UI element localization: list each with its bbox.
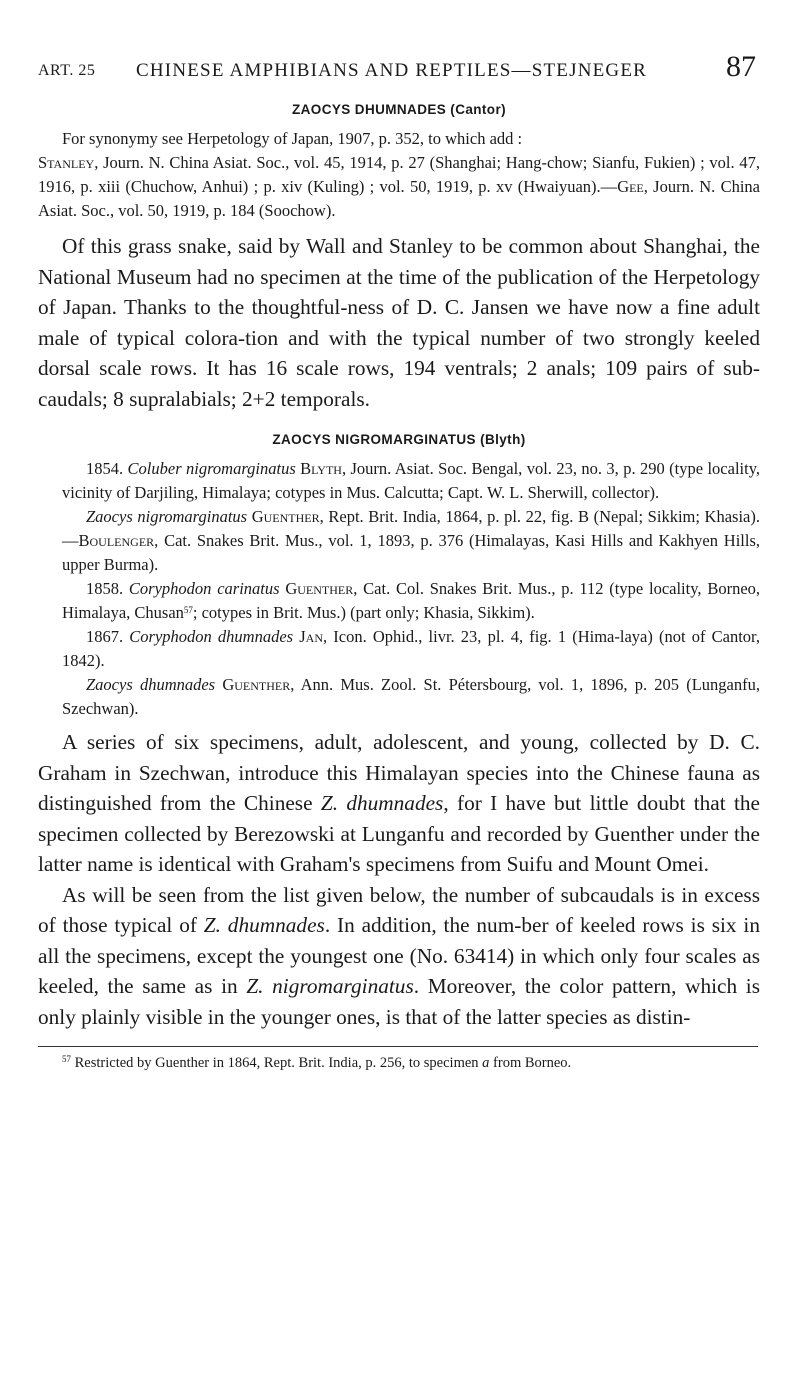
synonym-taxon: Coluber nigromarginatus	[127, 459, 296, 478]
footnote-specimen: a	[482, 1055, 490, 1071]
synonym-ref: , Journ. Asiat. Soc. Bengal, vol. 23, no. 3, p. 290 (type locality, vicinity of Darjiling, Himalaya; cotypes in Mus. Calcutta; Capt. W. L. Sherwill, collector).	[62, 459, 761, 502]
synonym-taxon: Coryphodon carinatus	[128, 579, 280, 598]
text-run: , for I have but little doubt that the specimen collected by Berezowski at Lunganfu and recorded by Guenther under the latter name is identical with Graham's specimens from Suifu and Mount Omei.	[38, 791, 760, 876]
synonym-author: Guenther	[285, 579, 354, 598]
synonym-year: 1858.	[86, 579, 124, 598]
synonymy-block-dhumnades	[38, 127, 760, 223]
synonym-ref: , Cat. Col. Snakes Brit. Mus., p. 112 (type locality, Borneo, Himalaya, Chusan	[62, 579, 761, 622]
footnote-rule	[38, 1046, 758, 1047]
footnote-marker[interactable]: 57	[183, 605, 193, 615]
author-stanley: Stanley	[38, 153, 95, 172]
body-paragraph: Of this grass snake, said by Wall and Stanley to be common about Shanghai, the National Museum had no specimen at the time of the publication of the Herpetology of Japan. Thanks to the thoughtful-ness of D. C. Jansen we have now a fine adult male of typical colora-tion and with the typical number of two strongly keeled dorsal scale rows. It has 16 scale rows, 194 ventrals; 2 anals; 109 pairs of sub-caudals; 8 supralabials; 2+2 temporals.	[38, 234, 760, 411]
footnote-mark: 57	[62, 1054, 71, 1064]
text-run: A series of six specimens, adult, adolescent, and young, collected by D. C. Graham in Szechwan, introduce this Himalayan species into the Chinese fauna as distinguished from the Chinese	[38, 730, 760, 815]
synonym-taxon: Zaocys dhumnades	[86, 675, 216, 694]
synonym-year: 1867.	[86, 627, 124, 646]
synonym-entry-1854	[38, 457, 760, 505]
text-run: As will be seen from the list given below, the number of subcaudals is in excess of those typical of	[38, 882, 760, 937]
species-heading-nigromarginatus: ZAOCYS NIGROMARGINATUS (Blyth)	[272, 432, 526, 447]
taxon-name: Z. dhumnades	[203, 913, 325, 937]
synonym-author: Guenther	[251, 507, 320, 526]
ref-stanley: , Journ. N. China Asiat. Soc., vol. 45, 1914, p. 27 (Shanghai; Hang-chow; Sianfu, Fukien) ; vol. 47, 1916, p. xiii (Chuchow, Anhui) ; p. xiv (Kuling) ; vol. 50, 1919, p. xv (Hwaiyuan).—	[38, 153, 760, 196]
text-run: . In addition, the num-ber of keeled rows is six in all the specimens, except the youngest one (No. 63414) in which only four scales as keeled, the same as in	[38, 913, 760, 998]
page	[38, 50, 761, 1073]
synonym-entry-guenther-1864	[38, 505, 760, 577]
body-paragraph-1	[38, 727, 760, 880]
synonym-entry-guenther-1896	[38, 673, 760, 721]
synonym-taxon: Coryphodon dhumnades	[129, 627, 294, 646]
synonym-author: Boulenger	[78, 531, 155, 550]
synonym-year: 1854.	[86, 459, 124, 478]
synonym-ref: , Icon. Ophid., livr. 23, pl. 4, fig. 1 (Hima-laya) (not of Cantor, 1842).	[62, 627, 760, 670]
synonym-author: Guenther	[222, 675, 291, 694]
synonym-author: Blyth	[300, 459, 342, 478]
taxon-name: Z. dhumnades	[320, 791, 444, 815]
synonym-ref: ; cotypes in Brit. Mus.) (part only; Khasia, Sikkim).	[192, 603, 535, 622]
synonym-author: Jan	[299, 627, 324, 646]
synonym-entry-1858	[38, 577, 760, 625]
page-number: 87	[726, 50, 756, 83]
body-paragraph-2	[38, 880, 760, 1033]
synonymy-intro: For synonymy see Herpetology of Japan, 1907, p. 352, to which add :	[62, 129, 523, 148]
text-run: . Moreover, the color pattern, which is only plainly visible in the younger ones, is that of the latter species as distin-	[38, 974, 760, 1029]
synonymy-block-nigromarginatus	[38, 457, 760, 721]
synonym-ref: , Cat. Snakes Brit. Mus., vol. 1, 1893, p. 376 (Himalayas, Kasi Hills and Kakhyen Hills, upper Burma).	[62, 531, 760, 574]
ref-gee: , Journ. N. China Asiat. Soc., vol. 50, 1919, p. 184 (Soochow).	[38, 177, 761, 220]
taxon-name: Z. nigromarginatus	[246, 974, 414, 998]
body-dhumnades	[38, 231, 760, 414]
species-heading-dhumnades: ZAOCYS DHUMNADES (Cantor)	[292, 102, 506, 117]
synonym-ref: , Ann. Mus. Zool. St. Pétersbourg, vol. 1, 1896, p. 205 (Lunganfu, Szechwan).	[62, 675, 761, 718]
footnote-text: from Borneo.	[489, 1055, 572, 1071]
footnote-text: Restricted by Guenther in 1864, Rept. Brit. India, p. 256, to specimen	[71, 1055, 483, 1071]
running-title: CHINESE AMPHIBIANS AND REPTILES—STEJNEGER	[136, 60, 648, 81]
synonym-entry-1867	[38, 625, 760, 673]
article-number: ART. 25	[38, 62, 96, 79]
author-gee: Gee	[617, 177, 644, 196]
synonym-ref: , Rept. Brit. India, 1864, p. pl. 22, fig. B (Nepal; Sikkim; Khasia).—	[62, 507, 760, 550]
running-header	[38, 50, 760, 86]
body-nigromarginatus	[38, 727, 760, 1032]
synonymy-paragraph	[38, 127, 760, 223]
footnote-57	[38, 1053, 760, 1073]
synonym-taxon: Zaocys nigromarginatus	[86, 507, 248, 526]
